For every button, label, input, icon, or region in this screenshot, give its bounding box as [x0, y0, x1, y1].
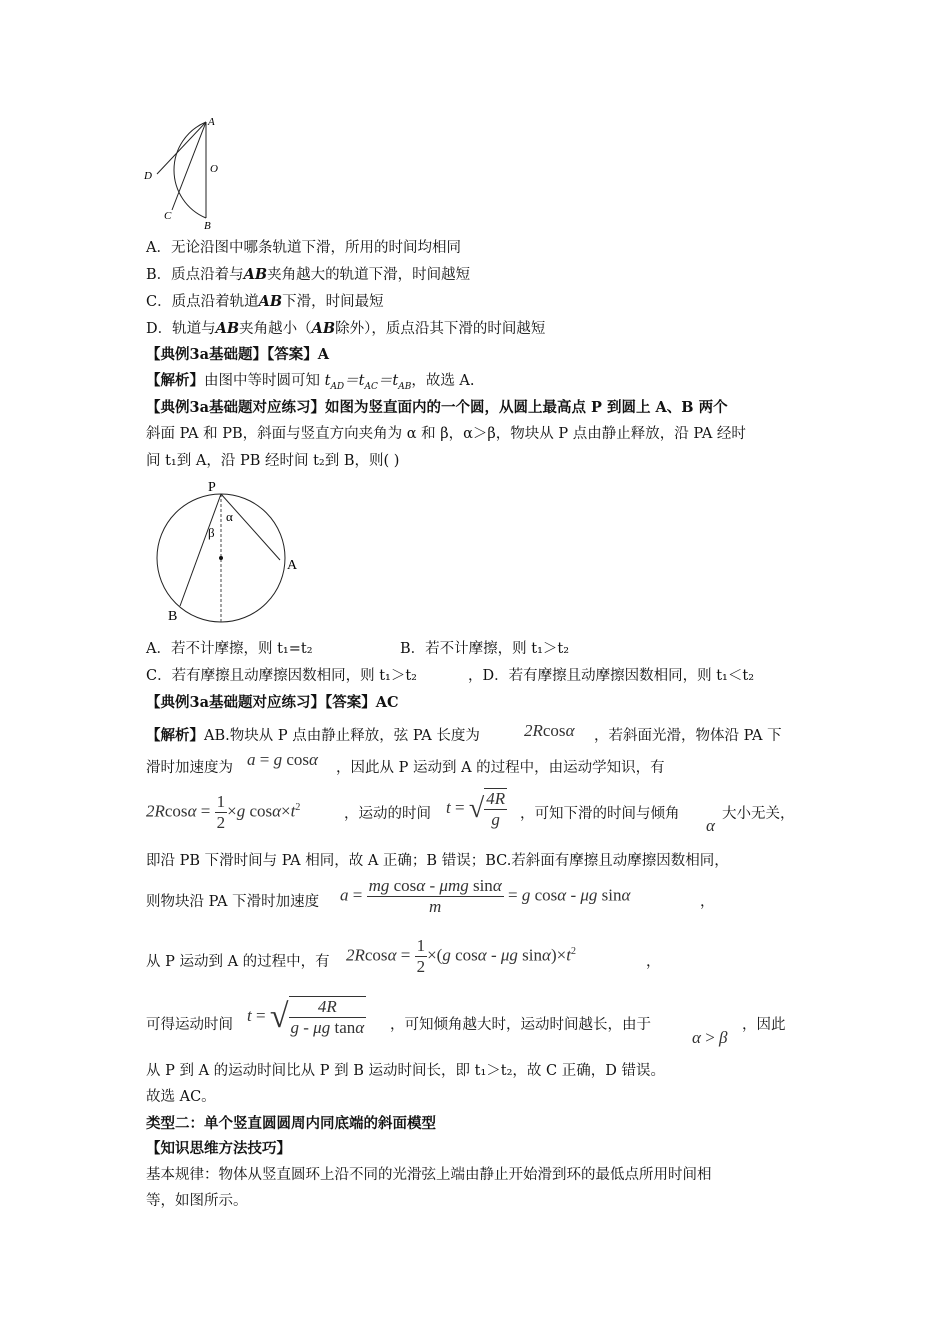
exp2-line3c: 大小无关，: [722, 806, 795, 822]
exp2-line5-tail: ，: [700, 894, 715, 910]
label-B: B: [168, 609, 178, 624]
exp2-line3a: ，运动的时间: [344, 806, 431, 822]
label-alpha: α: [226, 509, 233, 524]
exp2-line7c: ，因此: [742, 1017, 786, 1033]
explanation-1: 【解析】由图中等时圆可知 $t_{AD}=t_{AC}=t_{AB}$，故选 A.: [146, 372, 475, 392]
exercise-2-line2: 斜面 PA 和 PB，斜面与竖直方向夹角为 α 和 β，α＞β，物块从 P 点由静止释放，沿 PA 经时: [146, 426, 746, 442]
label-O: O: [210, 163, 218, 175]
rule-line2: 等，如图所示。: [146, 1193, 248, 1209]
exercise-2-line3: 间 t₁到 A，沿 PB 经时间 t₂到 B，则( ): [146, 453, 400, 469]
exp2-line9: 故选 AC。: [146, 1089, 216, 1105]
answer-1: 【典例3a基础题】【答案】A: [146, 346, 329, 363]
formula-a-gcos: a = g cosα: [247, 750, 318, 769]
label-B: B: [204, 220, 211, 232]
label-A: A: [287, 558, 298, 573]
exp2-line6: 从 P 运动到 A 的过程中，有: [146, 954, 330, 970]
ex2-option-d: ，D．若有摩擦且动摩擦因数相同，则 t₁＜t₂: [468, 668, 755, 684]
exp2-line2-tail: ，因此从 P 运动到 A 的过程中，由运动学知识，有: [336, 760, 665, 776]
exp2-line6-tail: ，: [646, 954, 661, 970]
label-C: C: [164, 210, 172, 222]
formula-2rcos: 2Rcosα: [524, 721, 575, 740]
method-heading: 【知识思维方法技巧】: [146, 1140, 291, 1157]
formula-friction-kinematics: 2Rcosα = $\frac{1}{2}$ ×(g cosα - μg $\sin\alpha)\times t^2$: [346, 936, 576, 976]
ex2-option-a: A．若不计摩擦，则 t₁=t₂: [146, 641, 313, 657]
formula-kinematics: 2Rcosα = $\frac{1}{2}$ ×g $\cos\alpha\times t^2$: [146, 792, 301, 832]
exp2-line7: 可得运动时间: [146, 1017, 233, 1033]
rule-line1: 基本规律：物体从竖直圆环上沿不同的光滑弦上端由静止开始滑到环的最低点所用时间相: [146, 1167, 712, 1183]
exp2-line1-tail: ，若斜面光滑，物体沿 PA 下: [594, 728, 782, 744]
q1-option-a: A．无论沿图中哪条轨道下滑，所用的时间均相同: [146, 240, 461, 256]
figure-semicircle-chords: [140, 112, 230, 234]
ex2-option-c: C．若有摩擦且动摩擦因数相同，则 t₁＞t₂: [146, 668, 417, 684]
label-beta: β: [208, 525, 215, 540]
exercise-2-line1: 【典例3a基础题对应练习】如图为竖直面内的一个圆，从圆上最高点 P 到圆上 A、B 两个: [146, 399, 728, 416]
formula-t-friction: t = √ $\frac{4R}{\text{g - μg tanα}}$: [247, 997, 365, 1037]
formula-alpha-gt-beta: α > β: [692, 1028, 728, 1047]
exp2-line7b: ，可知倾角越大时，运动时间越长，由于: [390, 1017, 651, 1033]
exp2-line8: 从 P 到 A 的运动时间比从 P 到 B 运动时间长，即 t₁＞t₂，故 C 正确，D 错误。: [146, 1063, 665, 1079]
formula-t-sqrt: t = √ $\frac{4R}{g}$: [446, 789, 506, 829]
exp2-line1: 【解析】AB.物块从 P 点由静止释放，弦 PA 长度为: [146, 727, 480, 744]
symbol-alpha: α: [706, 816, 715, 835]
exp2-line5: 则物块沿 PA 下滑时加速度: [146, 894, 320, 910]
exp2-line2: 滑时加速度为: [146, 760, 233, 776]
type-2-heading: 类型二：单个竖直圆圆周内同底端的斜面模型: [146, 1115, 436, 1132]
label-A: A: [208, 116, 215, 128]
q1-option-c: C．质点沿着轨道AB下滑，时间最短: [146, 293, 384, 310]
label-D: D: [144, 170, 152, 182]
figure-circle-pa-pb: [150, 474, 310, 630]
answer-2: 【典例3a基础题对应练习】【答案】AC: [146, 694, 399, 711]
label-P: P: [208, 480, 216, 495]
ex2-option-b: B．若不计摩擦，则 t₁＞t₂: [400, 641, 570, 657]
exp2-line3b: ，可知下滑的时间与倾角: [520, 806, 680, 822]
formula-friction-accel: a = $\frac{\text{mg cosα - μmg sinα}}{m}$ = g cosα - μg sinα: [340, 876, 631, 916]
q1-option-b: B．质点沿着与AB夹角越大的轨道下滑，时间越短: [146, 266, 471, 283]
exp2-line4: 即沿 PB 下滑时间与 PA 相同，故 A 正确；B 错误；BC.若斜面有摩擦且动摩擦因数相同，: [146, 853, 729, 869]
q1-option-d: D．轨道与AB夹角越小（AB除外），质点沿其下滑的时间越短: [146, 320, 546, 337]
